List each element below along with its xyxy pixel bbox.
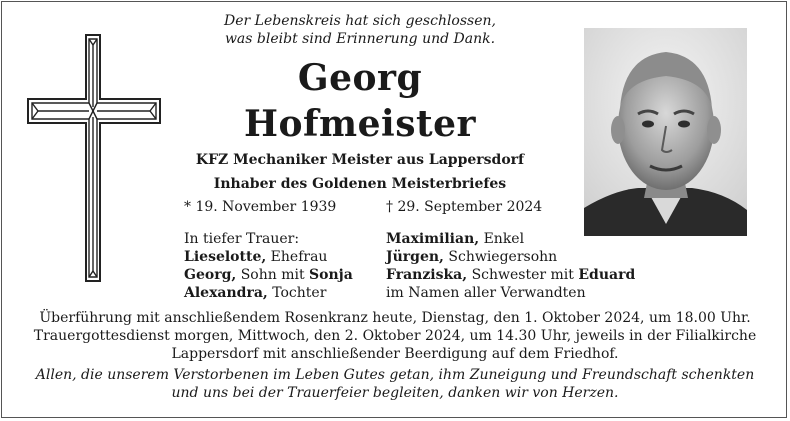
mourner-relation: Enkel xyxy=(479,231,525,247)
mourner-name: Georg, xyxy=(184,267,237,283)
funeral-info-line: Trauergottesdienst morgen, Mittwoch, den 2. Oktober 2024, um 14.30 Uhr, jeweils in der Filialkirche xyxy=(33,328,757,344)
mourner-entry xyxy=(386,248,635,266)
deceased-honor: Inhaber des Goldenen Meisterbriefes xyxy=(213,176,507,192)
mourner-entry xyxy=(386,266,635,284)
mourners-right-column xyxy=(386,230,635,302)
latin-cross-icon xyxy=(26,33,162,283)
mourners-left-column xyxy=(184,230,353,302)
deceased-first-name: Georg xyxy=(297,57,423,99)
mourner-entry xyxy=(184,248,353,266)
mourner-entry xyxy=(386,284,635,302)
mourner-relation: Tochter xyxy=(267,285,327,301)
mourner-name: Lieselotte, xyxy=(184,249,267,265)
death-date: † 29. September 2024 xyxy=(386,199,543,215)
closing-line: und uns bei der Trauerfeier begleiten, danken wir von Herzen. xyxy=(171,385,619,401)
deceased-last-name: Hofmeister xyxy=(244,103,476,145)
closing-thanks xyxy=(20,366,770,402)
mourner-entry xyxy=(184,266,353,284)
mourner-relation: Schwester mit xyxy=(467,267,579,283)
funeral-info xyxy=(20,309,770,363)
mourner-name: Alexandra, xyxy=(184,285,268,301)
mourner-relation: Schwiegersohn xyxy=(443,249,558,265)
mourner-name: Jürgen, xyxy=(386,249,444,265)
funeral-info-line: Überführung mit anschließendem Rosenkranz heute, Dienstag, den 1. Oktober 2024, um 18.00 Uhr. xyxy=(39,310,751,326)
mourner-relation: Sohn mit xyxy=(236,267,310,283)
deceased-profession: KFZ Mechaniker Meister aus Lappersdorf xyxy=(195,152,525,168)
mourner-name: Maximilian, xyxy=(386,231,480,247)
motto-line-1: Der Lebenskreis hat sich geschlossen, xyxy=(224,13,496,29)
portrait-photo xyxy=(584,28,747,236)
mourner-entry xyxy=(184,284,353,302)
mourner-relation: Ehefrau xyxy=(266,249,328,265)
motto-line-2: was bleibt sind Erinnerung und Dank. xyxy=(224,31,496,47)
mourner-relation: im Namen aller Verwandten xyxy=(386,285,586,301)
mourner-partner-name: Eduard xyxy=(578,267,636,283)
mourner-partner-name: Sonja xyxy=(309,267,353,283)
birth-date: * 19. November 1939 xyxy=(184,199,337,215)
mourners-intro: In tiefer Trauer: xyxy=(184,231,300,247)
mourner-name: Franziska, xyxy=(386,267,468,283)
funeral-info-line: Lappersdorf mit anschließender Beerdigung auf dem Friedhof. xyxy=(171,346,619,362)
closing-line: Allen, die unserem Verstorbenen im Leben Gutes getan, ihm Zuneigung und Freundschaft schenkten xyxy=(35,367,755,383)
